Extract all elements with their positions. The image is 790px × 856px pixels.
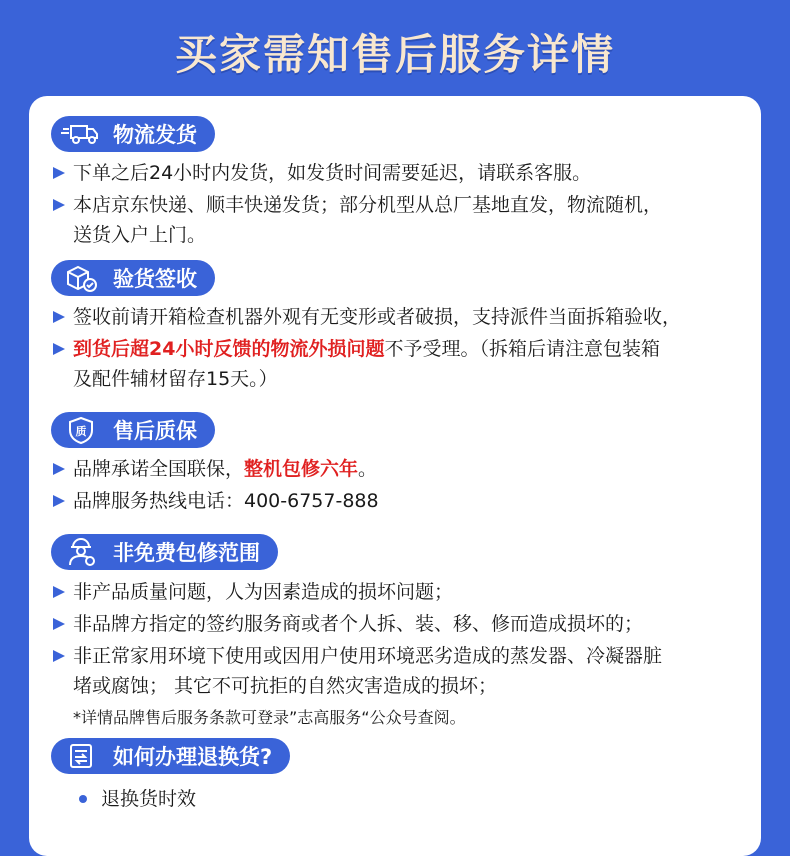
list-item: 非正常家用环境下使用或因用户使用环境恶劣造成的蒸发器、冷凝器脏 [51, 641, 741, 671]
list-item: 非产品质量问题，人为因素造成的损坏问题； [51, 577, 741, 607]
page-title: 买家需知售后服务详情 [174, 30, 615, 79]
arrow-icon [53, 495, 65, 507]
list-item: 到货后超24小时反馈的物流外损问题不予受理。（拆箱后请注意包装箱 [51, 334, 741, 364]
section-inspection [51, 260, 741, 394]
list-item: 签收前请开箱检查机器外观有无变形或者破损，支持派件当面拆箱验收， [51, 302, 741, 332]
arrow-icon [53, 311, 65, 323]
list-item: 下单之后24小时内发货，如发货时间需要延迟，请联系客服。 [51, 158, 741, 188]
highlight-text: 到货后超24小时反馈的物流外损问题 [73, 338, 385, 360]
section-header-logistics [51, 116, 215, 152]
truck-icon [59, 120, 103, 148]
list-item-continuation: 及配件辅材留存15天。） [73, 368, 278, 390]
section-header-warranty [51, 412, 215, 448]
section-header-inspection [51, 260, 215, 296]
list-item: 非品牌方指定的签约服务商或者个人拆、装、移、修而造成损坏的； [51, 609, 741, 639]
section-warranty [51, 412, 741, 516]
return-form-icon [59, 742, 103, 770]
svg-text:质: 质 [75, 425, 87, 438]
arrow-icon [53, 586, 65, 598]
section-logistics [51, 116, 741, 250]
section-title: 非免费包修范围 [113, 541, 260, 565]
arrow-icon [53, 463, 65, 475]
technician-icon [59, 538, 103, 566]
list-item-continuation: 堵或腐蚀； 其它不可抗拒的自然灾害造成的损坏； [73, 675, 498, 697]
highlight-text: 整机包修六年 [244, 458, 359, 480]
package-check-icon [59, 264, 103, 292]
arrow-icon [53, 618, 65, 630]
list-item: 本店京东快递、顺丰快递发货；部分机型从总厂基地直发，物流随机， [51, 190, 741, 220]
shield-quality-icon [59, 416, 103, 444]
bullet-icon [79, 795, 87, 803]
section-returns [51, 738, 741, 814]
footnote: *详情品牌售后服务条款可登录”志高服务“公众号查阅。 [73, 708, 466, 727]
list-item: 品牌服务热线电话：400-6757-888 [51, 486, 741, 516]
section-title: 售后质保 [113, 419, 197, 443]
arrow-icon [53, 650, 65, 662]
list-item-continuation: 送货入户上门。 [73, 224, 207, 246]
content-panel [29, 96, 761, 856]
section-header-returns [51, 738, 290, 774]
arrow-icon [53, 167, 65, 179]
arrow-icon [53, 199, 65, 211]
list-item: 品牌承诺全国联保，整机包修六年。 [51, 454, 741, 484]
section-non-free [51, 534, 741, 731]
section-title: 如何办理退换货? [113, 745, 273, 769]
section-header-non-free [51, 534, 278, 570]
section-title: 物流发货 [113, 123, 197, 147]
list-item: 退换货时效 [51, 784, 741, 814]
section-title: 验货签收 [113, 267, 197, 291]
arrow-icon [53, 343, 65, 355]
